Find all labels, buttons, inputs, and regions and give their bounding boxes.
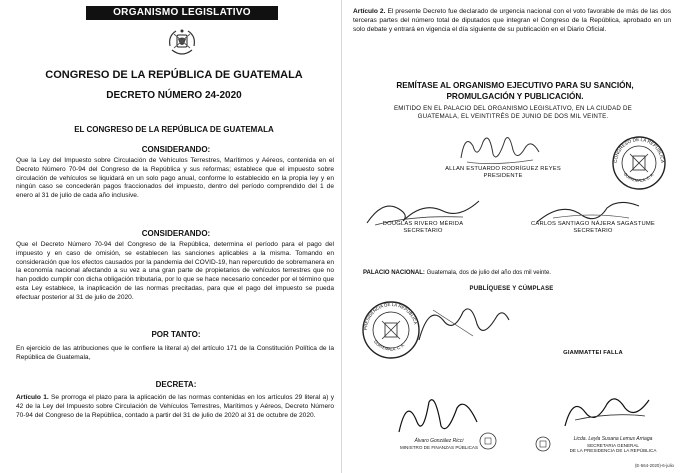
secretary1-name: DOUGLAS RIVERO MÉRIDA [382, 221, 464, 227]
secgen-name: Licda. Leyla Susana Lemus Arriaga [573, 436, 653, 442]
ministry-seal-icon [479, 432, 497, 450]
reference-code: (E-564-2020)-6-julio [634, 463, 674, 468]
article-1-text: Se prorroga el plazo para la aplicación de las normas contenidas en los artículos 29 literal a) y 42 de la Ley del Impuesto sobre Circulación de Vehículos Terrestres, Marítimos y Aéreos, Decreto Número 70-94 del Congreso de la República, contado a partir del 31 de julio de 2020 al 31 de octubre de 2020. [16, 394, 334, 419]
president-name: ALLAN ESTUARDO RODRÍGUEZ REYES [445, 166, 561, 172]
president-title: PRESIDENTE [483, 173, 523, 179]
remitase-text: REMÍTASE AL ORGANISMO EJECUTIVO PARA SU SANCIÓN, PROMULGACIÓN Y PUBLICACIÓN. [396, 81, 634, 101]
svg-text:GUATEMALA, C. A. [623, 171, 655, 182]
article-1-label: Artículo 1. [16, 394, 49, 401]
congress-title: CONGRESO DE LA REPÚBLICA DE GUATEMALA [45, 69, 303, 81]
congress-stamp-text: CONGRESO DE LA REPÚBLICA [612, 136, 666, 164]
presidencia-stamp-subtext: GUATEMALA, C. A. [372, 339, 406, 352]
giammattei-name: GIAMMATTEI FALLA [563, 350, 623, 356]
giammattei-signature-icon [413, 300, 513, 346]
svg-text:PRESIDENCIA DE LA REPÚBLICA [363, 302, 418, 330]
palacio-text: Guatemala, dos de julio del año dos mil veinte. [426, 270, 551, 276]
considerando-heading-2: CONSIDERANDO: [141, 229, 211, 238]
presidency-seal-small-icon [535, 436, 551, 452]
palacio-label: PALACIO NACIONAL: [363, 270, 425, 276]
palacio-nacional-line [363, 270, 663, 276]
secretary1-title: SECRETARIO [403, 228, 443, 234]
secgen-title-2: DE LA PRESIDENCIA DE LA REPÚBLICA [569, 448, 657, 453]
minister-title: MINISTRO DE FINANZAS PÚBLICAS [399, 444, 479, 450]
decree-page-right [343, 0, 680, 473]
secretary1-block [353, 221, 493, 235]
decreta-heading: DECRETA: [155, 380, 197, 389]
article-2-label: Artículo 2. [353, 8, 386, 15]
secretary2-block [513, 221, 673, 235]
secretary2-name: CARLOS SANTIAGO NÁJERA SAGASTUME [531, 221, 655, 227]
minister-name: Álvaro González Ricci [414, 438, 464, 444]
considerando-text-1: Que la Ley del Impuesto sobre Circulación de Vehículos Terrestres, Marítimos y Aéreos, contenida en el Decreto Número 70-94 del Congreso de la República y sus reformas; establece que el impuesto sobre circulación de vehículos se liquidará en un solo pago anual, conforme lo establecido en la propia ley y en ningún caso se concederán pagos fraccionados del impuesto, dentro del período comprendido del 1 de enero al 31 de julio de cada año inclusive. [16, 157, 334, 200]
publiquese-text: PUBLÍQUESE Y CÚMPLASE [469, 286, 554, 292]
secretary2-title: SECRETARIO [573, 228, 613, 234]
presidencia-stamp-icon [361, 300, 421, 360]
considerando-heading-1: CONSIDERANDO: [141, 145, 211, 154]
congress-stamp-icon [611, 135, 667, 191]
svg-text:GUATEMALA, C. A. [373, 339, 406, 351]
por-tanto-heading: POR TANTO: [151, 330, 201, 339]
minister-signature-icon [393, 392, 483, 436]
considerando-text-2: Que el Decreto Número 70-94 del Congreso de la República, determina el período para el pago del impuesto y en caso de omisión, se establecen las sanciones aplicables a la misma. Tomando en consideración que los efectos causados por la pandemia del COVID-19, han repercutido de sobremanera en la economía nacional afectando a su vez a una gran parte de propietarios de vehículos terrestres que no han podido cumplir con dicha obligación tributaria, por lo que se hace necesario conceder por el término que esta Ley establece, la inaplicación de las normas precitadas, para que el pago del impuesto se pueda efectuar posterior al 31 de julio de 2020. [16, 241, 334, 301]
article-2-text: El presente Decreto fue declarado de urgencia nacional con el voto favorable de más de las dos terceras partes del número total de diputados que integran el Congreso de la República, aprobado en un solo debate y entrará en vigencia el día siguiente de su publicación en el Diario Oficial. [353, 8, 671, 33]
organismo-banner: ORGANISMO LEGISLATIVO [86, 6, 278, 20]
preamble-heading: EL CONGRESO DE LA REPÚBLICA DE GUATEMALA [74, 125, 274, 134]
secgen-block [551, 437, 675, 454]
secgen-title-1: SECRETARIA GENERAL [587, 442, 639, 448]
secgen-signature-icon [555, 390, 655, 432]
decree-number: DECRETO NÚMERO 24-2020 [106, 90, 242, 101]
guatemala-crest-icon [166, 26, 198, 60]
presidencia-stamp-text: PRESIDENCIA DE LA REPÚBLICA [362, 301, 419, 331]
article-2 [353, 8, 671, 34]
president-signature-icon [453, 128, 543, 168]
article-1 [16, 394, 334, 420]
congress-stamp-subtext: GUATEMALA, C. A. [622, 171, 655, 183]
president-block [413, 166, 593, 180]
svg-text:CONGRESO DE LA REPÚBLICA [613, 137, 665, 164]
por-tanto-text: En ejercicio de las atribuciones que le confiere la literal a) del artículo 171 de la Constitución Política de la República de Guatemala, [16, 345, 334, 361]
emitido-text: EMITIDO EN EL PALACIO DEL ORGANISMO LEGISLATIVO, EN LA CIUDAD DE GUATEMALA, EL VEINTITRÉS DE JUNIO DE DOS MIL VEINTE. [393, 105, 632, 120]
